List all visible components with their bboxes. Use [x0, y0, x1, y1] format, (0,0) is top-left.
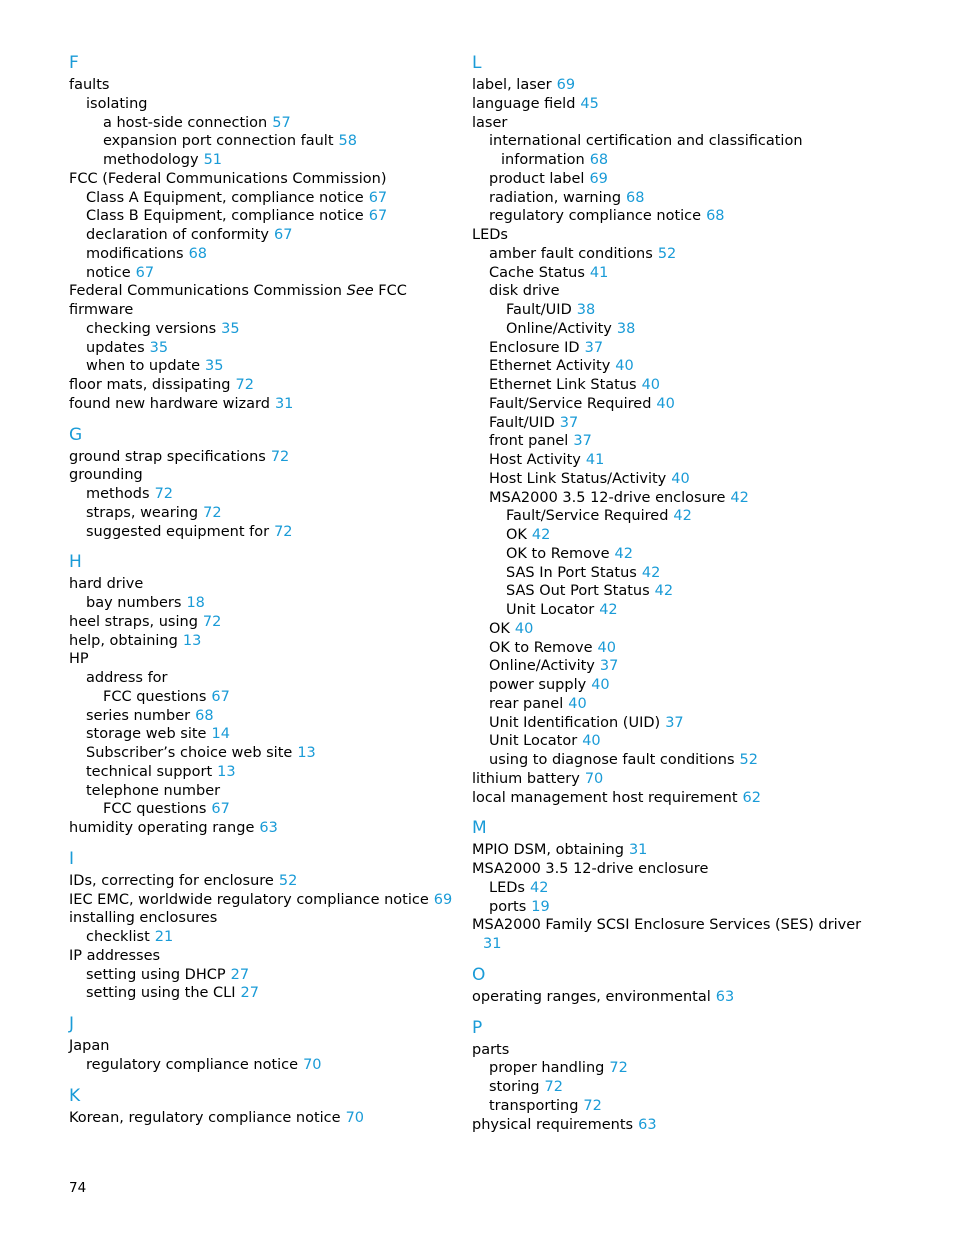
index-column-right: [472, 52, 892, 1144]
page-link[interactable]: 67: [368, 189, 388, 206]
page-link[interactable]: 37: [665, 714, 684, 731]
page-link[interactable]: 40: [582, 733, 601, 750]
entry-term: Ethernet Link Status: [489, 377, 637, 393]
section-letter: H: [69, 552, 82, 573]
index-entry: [69, 523, 469, 542]
entry-term: transporting: [489, 1097, 579, 1114]
entry-term: rear panel: [489, 695, 564, 712]
entry-term: language field: [472, 95, 576, 112]
page-link[interactable]: 63: [638, 1116, 657, 1133]
page-link[interactable]: 40: [615, 358, 634, 375]
entry-term: OK: [489, 620, 510, 637]
index-entry: [472, 132, 892, 151]
entry-term: HP: [69, 651, 89, 668]
page-link[interactable]: 72: [544, 1079, 563, 1095]
page-link[interactable]: 69: [433, 891, 453, 908]
index-entry: [472, 264, 892, 283]
page-link[interactable]: 42: [673, 508, 692, 525]
index-entry: [69, 763, 469, 782]
entry-term: Host Activity: [489, 452, 581, 468]
section-letter: M: [472, 818, 487, 839]
entry-term: using to diagnose fault conditions: [489, 752, 735, 768]
section-letter: O: [472, 964, 486, 985]
entry-term: address for: [86, 670, 168, 686]
section-letter: F: [69, 53, 79, 73]
entry-term: straps, wearing: [86, 504, 199, 521]
entry-term: ports: [489, 898, 527, 915]
index-entry: [472, 376, 892, 395]
page-link[interactable]: 42: [599, 602, 618, 618]
entry-term: methodology: [103, 152, 199, 168]
index-entry: [69, 947, 469, 966]
entry-term: found new hardware wizard: [69, 395, 270, 412]
page-link[interactable]: 67: [135, 264, 155, 281]
index-entry: [472, 582, 892, 601]
index-entry: [472, 507, 892, 526]
section-letter: P: [472, 1017, 483, 1038]
index-entry: [69, 339, 469, 358]
entry-term: OK: [506, 527, 527, 543]
page-link[interactable]: 13: [217, 763, 236, 780]
index-entry: [472, 357, 892, 376]
index-entry: [472, 114, 892, 133]
index-entry: [69, 448, 469, 467]
index-section-p: [472, 1017, 892, 1135]
page-link[interactable]: 21: [154, 929, 174, 945]
section-letter: L: [472, 53, 482, 73]
index-section-f: [69, 52, 469, 414]
entry-term: proper handling: [489, 1060, 605, 1077]
page-link[interactable]: 27: [240, 985, 259, 1002]
see-reference: See: [346, 283, 374, 300]
page-link[interactable]: 18: [186, 595, 205, 611]
index-entry: [69, 800, 469, 819]
entry-term: regulatory compliance notice: [86, 1056, 299, 1073]
entry-term: SAS In Port Status: [506, 564, 637, 581]
entry-term: SAS Out Port Status: [506, 583, 650, 600]
page-link[interactable]: 72: [583, 1097, 602, 1114]
page-link[interactable]: 45: [580, 95, 599, 112]
page-link[interactable]: 42: [654, 583, 674, 600]
index-entry: [472, 414, 892, 433]
page-link[interactable]: 70: [345, 1109, 365, 1126]
page-link[interactable]: 13: [182, 632, 202, 649]
page-link[interactable]: 58: [338, 133, 357, 150]
index-entry: [69, 707, 469, 726]
entry-term: Unit Locator: [489, 733, 578, 750]
index-entry: [69, 1109, 469, 1128]
entry-term: Fault/UID: [489, 414, 555, 431]
page-link[interactable]: 42: [730, 489, 749, 506]
index-entry: [69, 688, 469, 707]
index-entry: [69, 650, 469, 669]
entry-term: FCC questions: [103, 688, 207, 705]
page-link[interactable]: 19: [531, 898, 550, 915]
entry-term: floor mats, dissipating: [69, 377, 231, 393]
index-entry: [472, 76, 892, 95]
index-section-i: [69, 848, 469, 1003]
entry-term: storage web site: [86, 726, 207, 743]
index-entry: [69, 320, 469, 339]
index-entry: [69, 264, 469, 283]
index-section-k: [69, 1085, 469, 1128]
index-entry: [472, 789, 892, 808]
entry-term: Subscriber’s choice web site: [86, 745, 293, 761]
section-letter: J: [69, 1014, 75, 1034]
index-entry: [69, 819, 469, 838]
page-link[interactable]: 42: [641, 564, 661, 581]
index-entry: [69, 504, 469, 523]
index-entry: [69, 76, 469, 95]
index-section-j: [69, 1013, 469, 1075]
entry-term: parts: [472, 1041, 510, 1058]
page-link[interactable]: 41: [589, 264, 609, 281]
index-entry: [472, 841, 892, 860]
entry-term: help, obtaining: [69, 632, 178, 649]
index-entry: [472, 245, 892, 264]
index-entry: [472, 1116, 892, 1135]
page-link[interactable]: 40: [597, 639, 616, 656]
section-letter: G: [69, 424, 83, 445]
index-entry: [472, 676, 892, 695]
index-column-left: [69, 52, 469, 1137]
entry-term: IP addresses: [69, 947, 161, 964]
entry-term: bay numbers: [86, 595, 182, 611]
entry-term: Online/Activity: [489, 658, 595, 675]
index-entry: [472, 770, 892, 789]
entry-term: series number: [86, 707, 191, 724]
page-link[interactable]: 35: [221, 320, 240, 337]
index-entry: [472, 988, 892, 1007]
entry-term: Cache Status: [489, 264, 585, 281]
entry-term: OK to Remove: [489, 639, 593, 656]
index-entry: [472, 526, 892, 545]
page-link[interactable]: 35: [149, 339, 169, 356]
index-entry: [472, 320, 892, 339]
entry-term: setting using the CLI: [86, 985, 236, 1002]
index-entry: [69, 1037, 469, 1056]
index-entry: [69, 189, 469, 208]
entry-term: Unit Locator: [506, 602, 595, 618]
index-entry: [472, 898, 892, 917]
index-entry: [472, 657, 892, 676]
entry-term: technical support: [86, 763, 213, 780]
page-number: 74: [69, 1180, 87, 1196]
entry-term: label, laser: [472, 77, 552, 93]
page-link[interactable]: 67: [211, 688, 230, 705]
entry-term: regulatory compliance notice: [489, 208, 702, 225]
page-link[interactable]: 51: [203, 152, 223, 168]
page-link[interactable]: 31: [628, 842, 648, 859]
index-entry: [472, 301, 892, 320]
index-entry: [472, 170, 892, 189]
entry-term: Fault/Service Required: [506, 508, 669, 525]
page-link[interactable]: 52: [657, 245, 677, 262]
entry-term: MSA2000 3.5 12-drive enclosure: [472, 861, 709, 877]
page-link[interactable]: 72: [235, 377, 254, 393]
page-link[interactable]: 68: [195, 707, 214, 724]
entry-term: laser: [472, 114, 508, 131]
page-link[interactable]: 63: [259, 820, 278, 836]
entry-term: methods: [86, 486, 150, 502]
index-entry: [69, 245, 469, 264]
entry-term: MPIO DSM, obtaining: [472, 842, 624, 859]
index-entry: [69, 984, 469, 1003]
entry-term: Ethernet Activity: [489, 358, 611, 375]
entry-term: LEDs: [472, 227, 508, 243]
page-link[interactable]: 63: [715, 988, 735, 1005]
entry-term: Unit Identification (UID): [489, 714, 661, 731]
page-link[interactable]: 40: [591, 677, 610, 693]
index-entry: [472, 935, 892, 954]
index-entry: [69, 95, 469, 114]
entry-term: checklist: [86, 929, 150, 945]
entry-term: physical requirements: [472, 1116, 634, 1133]
page-link[interactable]: 72: [154, 486, 174, 502]
page-link[interactable]: 40: [671, 470, 690, 487]
entry-term: FCC questions: [103, 801, 207, 818]
entry-term: Fault/Service Required: [489, 395, 652, 412]
entry-term: OK to Remove: [506, 545, 610, 562]
index-entry: [69, 632, 469, 651]
entry-term: radiation, warning: [489, 189, 622, 206]
index-entry: [472, 470, 892, 489]
page-link[interactable]: 67: [211, 801, 230, 818]
page-link[interactable]: 31: [483, 936, 502, 952]
page-link[interactable]: 31: [274, 395, 294, 412]
page-link[interactable]: 70: [303, 1056, 322, 1073]
index-entry: [69, 891, 469, 910]
entry-term: suggested equipment for: [86, 523, 270, 540]
entry-term: information: [501, 152, 585, 168]
index-entry: [69, 301, 469, 320]
entry-term: IDs, correcting for enclosure: [69, 872, 274, 889]
index-entry: [472, 1097, 892, 1116]
entry-term: telephone number: [86, 782, 221, 799]
index-section-h: [69, 551, 469, 838]
page-link[interactable]: 69: [556, 77, 576, 93]
entry-term: power supply: [489, 677, 587, 693]
entry-term: FCC (Federal Communications Commission): [69, 170, 387, 187]
index-entry: [69, 485, 469, 504]
index-entry: [472, 879, 892, 898]
entry-term: LEDs: [489, 879, 525, 896]
page-link[interactable]: 14: [211, 726, 230, 743]
index-entry: [69, 170, 469, 189]
entry-term: ground strap specifications: [69, 448, 266, 465]
entry-term: disk drive: [489, 283, 560, 300]
entry-term: updates: [86, 339, 145, 356]
index-entry: [472, 916, 892, 935]
entry-term: checking versions: [86, 320, 217, 337]
page-link[interactable]: 52: [278, 872, 298, 889]
index-entry: [472, 95, 892, 114]
page-link[interactable]: 13: [297, 745, 316, 761]
index-entry: [472, 751, 892, 770]
section-letter: I: [69, 848, 75, 869]
index-entry: [472, 189, 892, 208]
page-link[interactable]: 40: [514, 620, 534, 637]
index-entry: [69, 151, 469, 170]
index-section-g: [69, 424, 469, 542]
index-entry: [69, 872, 469, 891]
entry-term: modifications: [86, 245, 184, 262]
index-entry: [69, 575, 469, 594]
index-entry: [69, 1056, 469, 1075]
index-section-l: [472, 52, 892, 807]
entry-term: lithium battery: [472, 770, 580, 787]
entry-term: Class B Equipment, compliance notice: [86, 208, 364, 225]
see-target[interactable]: FCC: [378, 283, 407, 300]
index-entry: [472, 545, 892, 564]
page-link[interactable]: 38: [576, 302, 596, 318]
entry-term: firmware: [69, 302, 134, 318]
page-link[interactable]: 67: [273, 227, 293, 243]
entry-term: Host Link Status/Activity: [489, 470, 667, 487]
entry-term: product label: [489, 170, 585, 187]
index-entry: [69, 744, 469, 763]
entry-term: notice: [86, 264, 131, 281]
page-link[interactable]: 72: [609, 1060, 628, 1077]
page-link[interactable]: 37: [599, 658, 619, 675]
index-entry: [472, 860, 892, 879]
entry-term: a host-side connection: [103, 114, 268, 131]
index-entry: [69, 782, 469, 801]
index-entry: [472, 339, 892, 358]
page-link[interactable]: 68: [188, 245, 208, 262]
page-link[interactable]: 68: [626, 189, 645, 206]
index-entry: [69, 207, 469, 226]
entry-term: international certification and classification: [489, 133, 803, 150]
page-link[interactable]: 37: [559, 414, 579, 431]
page-link[interactable]: 62: [742, 789, 761, 806]
index-entry: [472, 695, 892, 714]
index-entry: [69, 725, 469, 744]
index-entry: [472, 1078, 892, 1097]
index-entry: [69, 132, 469, 151]
page-link[interactable]: 41: [585, 452, 605, 468]
section-letter: K: [69, 1085, 81, 1106]
page-link[interactable]: 40: [568, 695, 587, 712]
entry-term: heel straps, using: [69, 613, 198, 630]
entry-term: operating ranges, environmental: [472, 988, 711, 1005]
index-entry: [69, 114, 469, 133]
page-link[interactable]: 69: [589, 170, 608, 187]
entry-term: local management host requirement: [472, 789, 738, 806]
index-entry: [69, 357, 469, 376]
index-entry: [472, 1059, 892, 1078]
index-entry: [472, 451, 892, 470]
index-entry: [472, 620, 892, 639]
index-entry: [472, 714, 892, 733]
index-entry: [472, 1041, 892, 1060]
index-entry: [472, 151, 892, 170]
entry-term: faults: [69, 77, 110, 93]
index-entry: [472, 226, 892, 245]
entry-term: MSA2000 3.5 12-drive enclosure: [489, 489, 726, 506]
entry-term: grounding: [69, 467, 143, 484]
index-entry: [69, 613, 469, 632]
entry-term: humidity operating range: [69, 820, 255, 836]
entry-term: Fault/UID: [506, 302, 572, 318]
index-entry: [472, 601, 892, 620]
page-link[interactable]: 68: [589, 152, 609, 168]
entry-term: expansion port connection fault: [103, 133, 334, 150]
index-entry: [472, 207, 892, 226]
entry-term: declaration of conformity: [86, 227, 269, 243]
page-link[interactable]: 37: [584, 339, 604, 356]
page-link[interactable]: 40: [656, 395, 675, 412]
index-entry: [69, 466, 469, 485]
index-entry: [472, 732, 892, 751]
index-entry: [472, 639, 892, 658]
index-entry: [472, 432, 892, 451]
page-link[interactable]: 72: [203, 504, 222, 521]
page-link[interactable]: 57: [272, 114, 291, 131]
page-link[interactable]: 38: [616, 320, 636, 337]
page-link[interactable]: 42: [531, 527, 551, 543]
entry-term: amber fault conditions: [489, 245, 653, 262]
index-entry: [69, 395, 469, 414]
page-link[interactable]: 68: [706, 208, 725, 225]
index-entry: [69, 909, 469, 928]
page-link[interactable]: 70: [584, 770, 604, 787]
page-link[interactable]: 35: [205, 358, 224, 375]
entry-term: when to update: [86, 358, 201, 375]
page-link[interactable]: 40: [641, 377, 661, 393]
entry-term: installing enclosures: [69, 910, 218, 927]
entry-term: IEC EMC, worldwide regulatory compliance notice: [69, 891, 429, 908]
entry-term: storing: [489, 1079, 540, 1095]
index-entry: [472, 564, 892, 583]
page-link[interactable]: 72: [270, 448, 290, 465]
index-section-m: [472, 817, 892, 954]
entry-term: Online/Activity: [506, 320, 612, 337]
index-entry: [69, 282, 469, 301]
entry-term: Federal Communications Commission: [69, 283, 343, 300]
index-entry: [69, 966, 469, 985]
entry-term: isolating: [86, 95, 148, 112]
page-link[interactable]: 42: [529, 879, 549, 896]
page-link[interactable]: 42: [614, 545, 633, 562]
entry-term: Class A Equipment, compliance notice: [86, 189, 364, 206]
index-entry: [69, 594, 469, 613]
entry-term: Japan: [69, 1038, 110, 1054]
index-entry: [69, 226, 469, 245]
index-section-o: [472, 964, 892, 1007]
entry-term: hard drive: [69, 576, 144, 593]
index-entry: [472, 489, 892, 508]
index-entry: [472, 395, 892, 414]
page-link[interactable]: 72: [274, 523, 293, 540]
entry-term: front panel: [489, 433, 569, 450]
index-entry: [69, 669, 469, 688]
entry-term: Enclosure ID: [489, 339, 580, 356]
page-link[interactable]: 52: [739, 752, 758, 768]
page-link[interactable]: 67: [368, 208, 388, 225]
index-entry: [69, 376, 469, 395]
page-link[interactable]: 37: [573, 433, 592, 450]
index-entry: [472, 282, 892, 301]
index-entry: [69, 928, 469, 947]
page-link[interactable]: 27: [230, 966, 250, 983]
entry-term: MSA2000 Family SCSI Enclosure Services (SES) driver: [472, 917, 862, 934]
entry-term: Korean, regulatory compliance notice: [69, 1109, 341, 1126]
page-link[interactable]: 72: [202, 613, 222, 630]
entry-term: setting using DHCP: [86, 966, 226, 983]
